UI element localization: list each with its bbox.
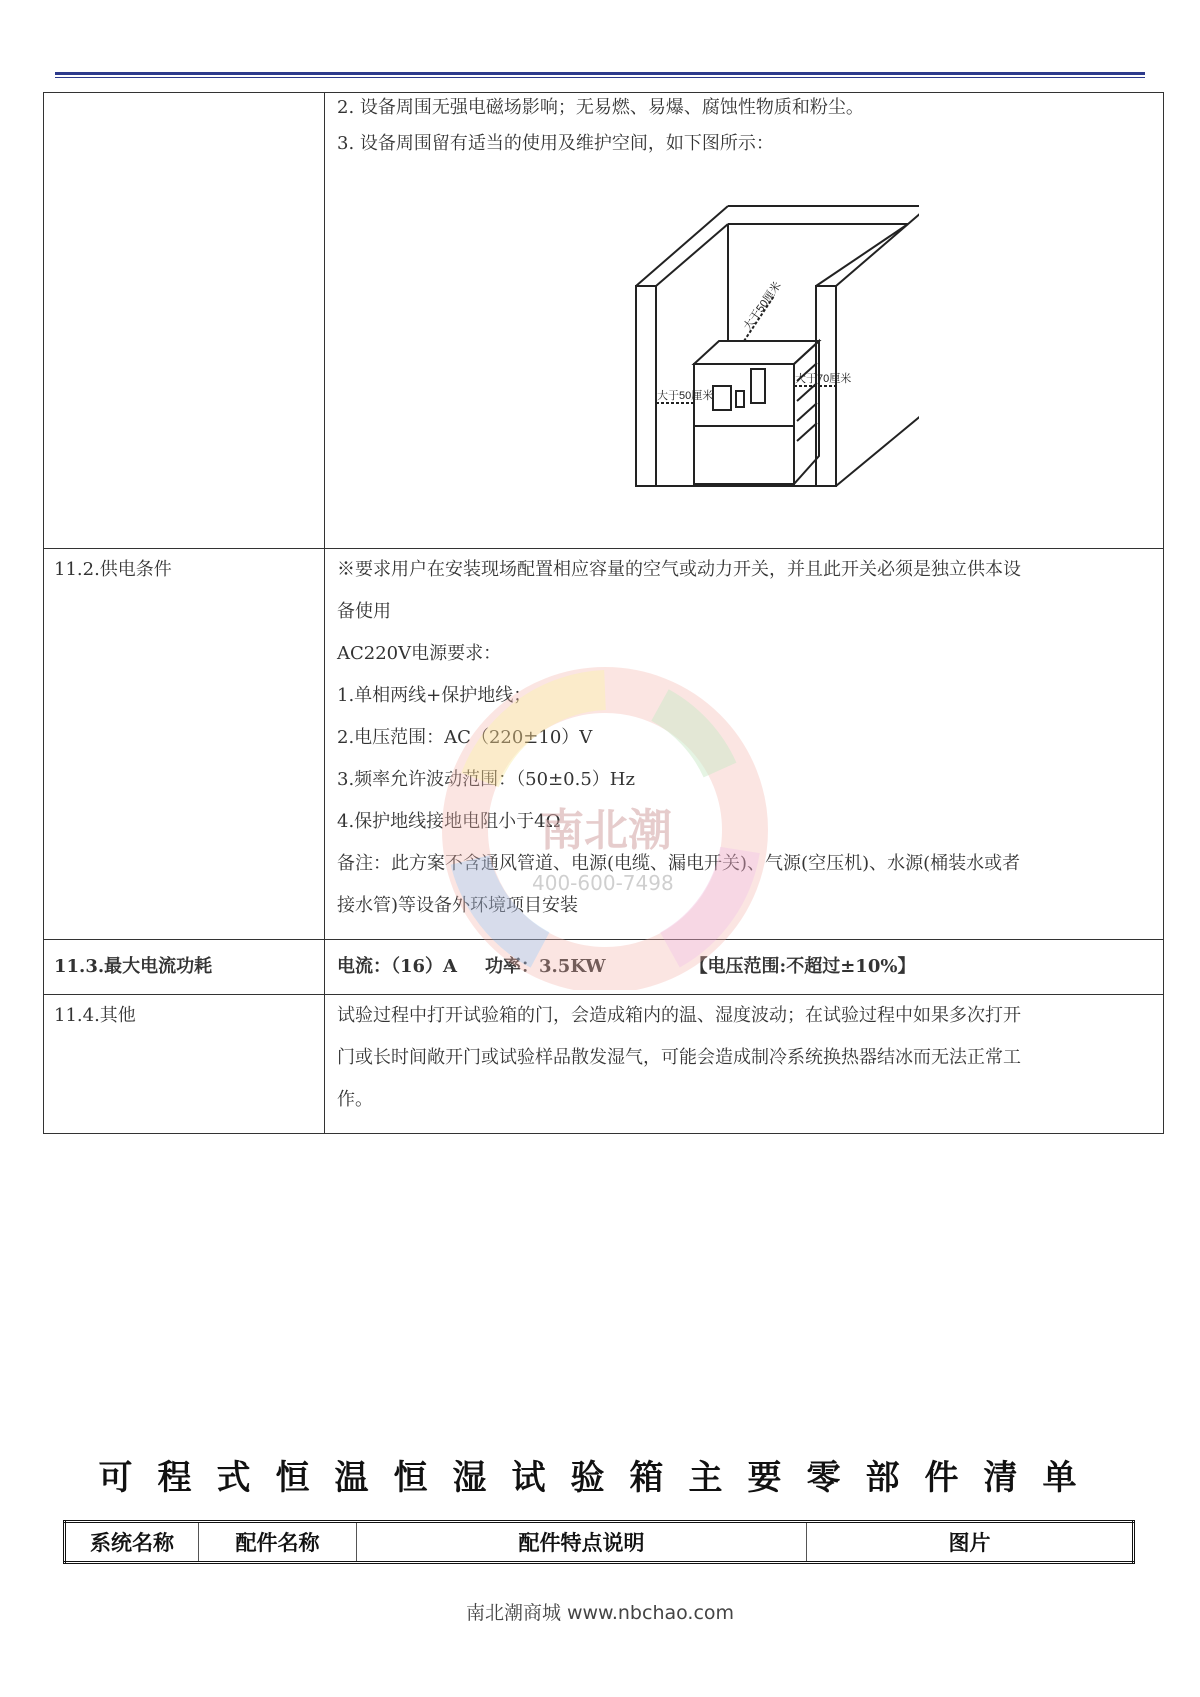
parts-list-header-table <box>63 1520 1135 1564</box>
environment-cell <box>325 93 1164 549</box>
power-line-2: 备使用 <box>337 601 391 622</box>
power-line-5: 2.电压范围：AC（220±10）V <box>337 727 593 748</box>
current-cell <box>325 940 1164 995</box>
table-row <box>44 93 1164 549</box>
other-line-1: 试验过程中打开试验箱的门，会造成箱内的温、湿度波动；在试验过程中如果多次打开 <box>337 1005 1021 1026</box>
other-line-3: 作。 <box>337 1089 373 1110</box>
other-line-2: 门或长时间敞开门或试验样品散发湿气，可能会造成制冷系统换热器结冰而无法正常工 <box>337 1047 1021 1068</box>
empty-label-cell <box>44 93 325 549</box>
power-line-7: 4.保护地线接地电阻小于4Ω <box>337 811 561 832</box>
dim-back-label: 大于50厘米 <box>741 279 784 333</box>
watermark-name: 南北潮 <box>540 805 672 856</box>
dim-left-label: 大于50厘米 <box>657 390 714 402</box>
power-value: 功率：3.5KW <box>485 956 606 977</box>
other-cell <box>325 995 1164 1134</box>
header-rule-thick <box>55 72 1145 75</box>
left-wall <box>636 286 656 486</box>
voltage-range: 【电压范围:不超过±10%】 <box>689 956 916 977</box>
power-line-3: AC220V电源要求： <box>337 643 502 664</box>
power-label: 11.2.供电条件 <box>44 549 325 940</box>
power-line-9: 接水管)等设备外环境项目安装 <box>337 895 579 916</box>
col-image: 图片 <box>807 1522 1134 1563</box>
power-line-8: 备注：此方案不含通风管道、电源(电缆、漏电开关)、气源(空压机)、水源(桶装水或者 <box>337 853 1021 874</box>
footer-site[interactable]: 南北潮商城 www.nbchao.com <box>465 1602 735 1624</box>
parts-list-title: 可程式恒温恒湿试验箱主要零部件清单 <box>98 1458 1102 1498</box>
header-rule-thin <box>55 77 1145 78</box>
env-line-2: 2. 设备周围无强电磁场影响；无易燃、易爆、腐蚀性物质和粉尘。 <box>337 97 864 118</box>
table-row <box>44 995 1164 1134</box>
table-row <box>44 549 1164 940</box>
col-part-description: 配件特点说明 <box>357 1522 807 1563</box>
power-line-1: ※要求用户在安装现场配置相应容量的空气或动力开关，并且此开关必须是独立供本设 <box>337 559 1021 580</box>
current-label: 11.3.最大电流功耗 <box>44 940 325 995</box>
power-line-6: 3.频率允许波动范围：（50±0.5）Hz <box>337 769 635 790</box>
other-label: 11.4.其他 <box>44 995 325 1134</box>
current-value: 电流：（16）A <box>337 956 458 977</box>
watermark-phone: 400-600-7498 <box>532 871 674 895</box>
col-system-name: 系统名称 <box>65 1522 199 1563</box>
power-line-4: 1.单相两线+保护地线； <box>337 685 532 706</box>
installation-clearance-diagram <box>599 181 919 491</box>
power-cell <box>325 549 1164 940</box>
table-header-row <box>65 1522 1134 1563</box>
table-row <box>44 940 1164 995</box>
col-part-name: 配件名称 <box>199 1522 357 1563</box>
test-chamber <box>694 341 819 484</box>
env-line-3: 3. 设备周围留有适当的使用及维护空间，如下图所示： <box>337 133 774 154</box>
dim-right-label: 大于70厘米 <box>795 373 852 385</box>
spec-table <box>43 92 1164 1134</box>
